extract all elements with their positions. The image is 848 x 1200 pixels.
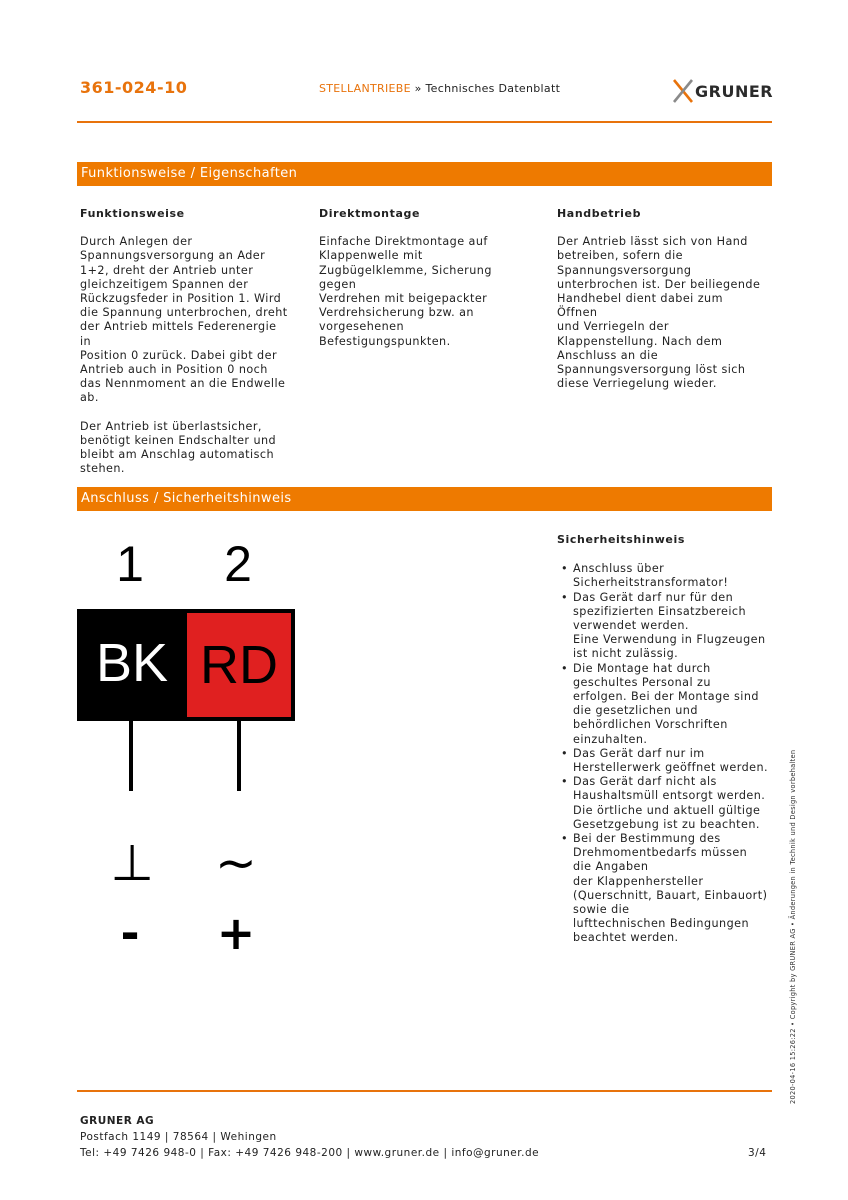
logo-text: GRUNER [695,81,774,101]
column-paragraph: Der Antrieb ist überlastsicher, benötigt keinen Endschalter und bleibt am Anschlag automatisch stehen. [80,419,277,476]
footer-contact: Tel: +49 7426 948-0 | Fax: +49 7426 948-200 | www.gruner.de | info@gruner.de [80,1147,540,1159]
safety-list-item: • Die Montage hat durch geschultes Personal zu erfolgen. Bei der Montage sind die gesetzlichen und behördlichen Vorschriften einzuhalten. [557,662,772,747]
wire-line-2 [237,721,241,791]
gruner-logo [672,77,773,105]
column-heading: Funktionsweise [80,207,185,220]
wire-line-1 [129,721,133,791]
section-bar-funktionsweise: Funktionsweise / Eigenschaften [77,162,772,186]
wire-number-1: 1 [116,536,144,592]
wire-color-label-red: RD [187,613,291,717]
header-title: Technisches Datenblatt [425,82,561,95]
column-handbetrieb [557,207,767,405]
column-direktmontage [319,207,529,363]
column-paragraph: Durch Anlegen der Spannungsversorgung an Ader 1+2, dreht der Antrieb unter gleichzeitigem Spannen der Rückzugsfeder in Position 1. Wird die Spannung unterbrochen, dreht der Antrieb mittels Federenergie in Position 0 zurück. Dabei gibt der Antrieb auch in Position 0 noch das Nennmoment an die Endwelle ab. [80,235,288,405]
page-number: 3/4 [748,1147,767,1159]
safety-heading: Sicherheitshinweis [557,533,685,546]
safety-list-item: • Bei der Bestimmung des Drehmomentbedarfs müssen die Angaben der Klappenhersteller (Querschnitt, Bauart, Einbauort) sowie die lufttechnischen Bedingungen beachtet werden. [557,832,772,946]
header-category: STELLANTRIEBE [319,82,411,95]
logo-x-mark-icon [672,78,694,104]
header-rule [77,121,772,123]
safety-list-item: • Das Gerät darf nur für den spezifizierten Einsatzbereich verwendet werden. Eine Verwendung in Flugzeugen ist nicht zulässig. [557,591,772,662]
footer-address: Postfach 1149 | 78564 | Wehingen [80,1131,277,1143]
column-funktionsweise [80,207,290,490]
footer-rule [77,1090,772,1092]
column-heading: Direktmontage [319,207,421,220]
safety-list-item: • Das Gerät darf nicht als Haushaltsmüll entsorgt werden. Die örtliche und aktuell gültige Gesetzgebung ist zu beachten. [557,775,772,832]
safety-list-item: • Anschluss über Sicherheitstransformator! [557,562,772,590]
section-bar-anschluss: Anschluss / Sicherheitshinweis [77,487,772,511]
column-heading: Handbetrieb [557,207,642,220]
footer-company: GRUNER AG [80,1115,155,1127]
safety-list [557,562,772,945]
header-separator: » [410,82,426,95]
polarity-plus: + [216,906,256,960]
document-number: 361-024-10 [80,78,188,97]
column-paragraph: Der Antrieb lässt sich von Hand betreiben, sofern die Spannungsversorgung unterbrochen ist. Der beiliegende Handhebel dient dabei zum Öffnen und Verriegeln der Klappenstellung. Nach dem Anschluss an die Spannungsversorgung löst sich diese Verriegelung wieder. [557,235,761,391]
ac-symbol-icon: ~ [215,834,257,892]
polarity-minus: - [120,906,140,960]
safety-list-item: • Das Gerät darf nur im Herstellerwerk geöffnet werden. [557,747,772,775]
column-paragraph: Einfache Direktmontage auf Klappenwelle mit Zugbügelklemme, Sicherung gegen Verdrehen mit beigepackter Verdrehsicherung bzw. an vorgesehenen Befestigungspunkten. [319,235,492,348]
side-copyright-note: 2020-04-16 15:26:22 • Copyright by GRUNER AG • Änderungen in Technik und Design vorbehalten [789,749,797,1104]
document-header-title [319,82,560,95]
ground-symbol-icon: ⊥ [110,834,154,892]
wire-color-box-black: BK [77,609,187,721]
wire-color-box-red [187,609,295,721]
safety-notes [557,533,772,946]
wire-number-2: 2 [224,536,252,592]
